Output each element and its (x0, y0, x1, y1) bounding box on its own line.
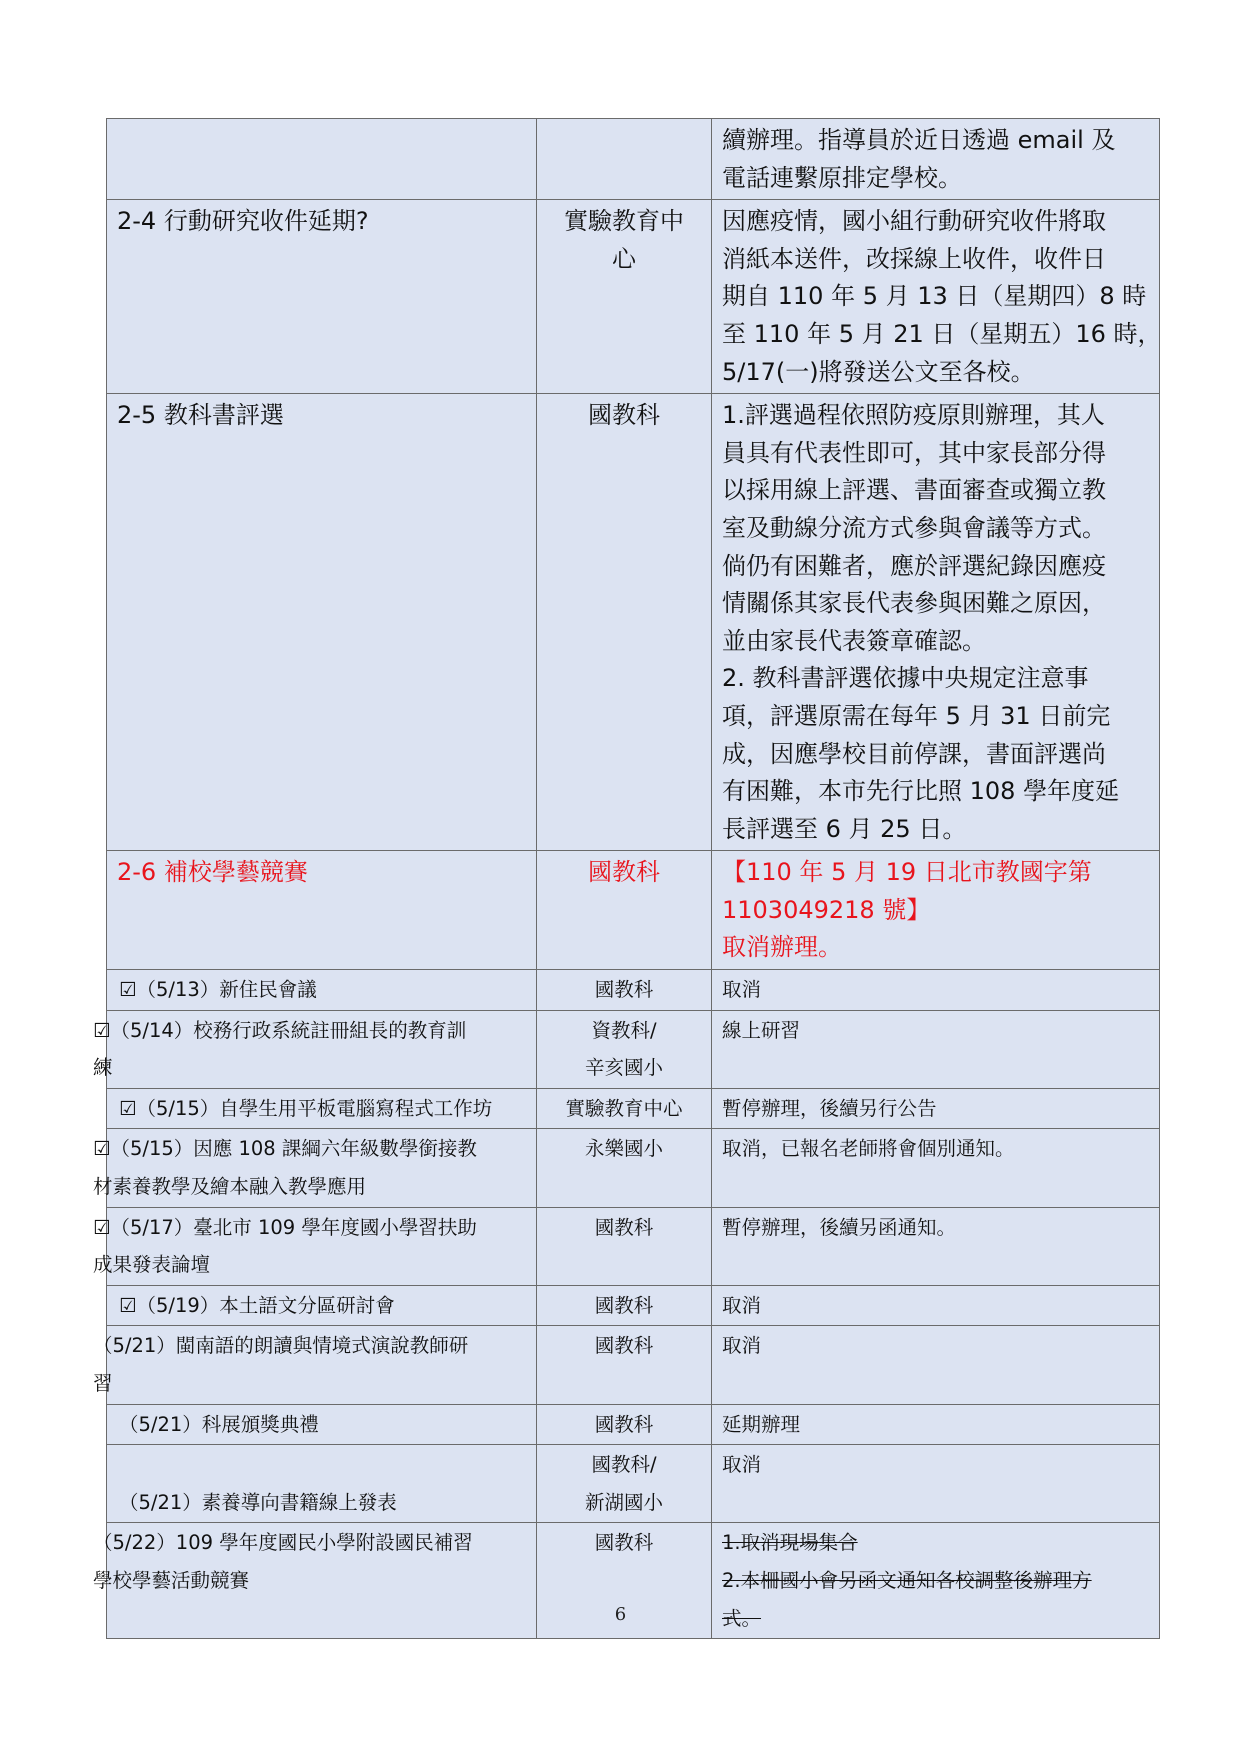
note-line: 倘仍有困難者，應於評選紀錄因應疫 (722, 551, 1106, 580)
note-line: 續辦理。指導員於近日透過 email 及 (722, 126, 1116, 154)
table-row (107, 1088, 1160, 1129)
unit-cell: 國教科 (537, 851, 712, 970)
unit-cell: 國教科 (537, 1207, 712, 1285)
unit-line: 實驗教育中 (564, 207, 684, 236)
note-cell: 暫停辦理，後續另行公告 (712, 1088, 1160, 1129)
note-cell: 線上研習 (712, 1010, 1160, 1088)
note-line: 期自 110 年 5 月 13 日（星期四）8 時 (722, 282, 1147, 311)
struck-note-line: 1.取消現場集合 (722, 1531, 858, 1555)
unit-cell: 國教科 (537, 394, 712, 851)
table-row (107, 1285, 1160, 1326)
item-cell: ☑（5/19）本土語文分區研討會 (107, 1285, 537, 1326)
note-line: 長評選至 6 月 25 日。 (722, 814, 967, 843)
table-row (107, 1010, 1160, 1088)
unit-line: 辛亥國小 (584, 1056, 663, 1080)
item-cell: 2-5 教科書評選 (107, 394, 537, 851)
unit-cell: 永樂國小 (537, 1129, 712, 1207)
note-cell (712, 394, 1160, 851)
struck-note-line: 2.本柵國小會另函文通知各校調整後辦理方 (722, 1568, 1092, 1592)
note-line: 有困難，本市先行比照 108 學年度延 (722, 777, 1120, 806)
table-row (107, 851, 1160, 970)
item-line: 成果發表論壇 (93, 1253, 211, 1277)
unit-cell (537, 1445, 712, 1523)
table-row (107, 1129, 1160, 1207)
note-cell (712, 119, 1160, 200)
note-line: 以採用線上評選、書面審查或獨立教 (722, 476, 1106, 505)
note-line: 2. 教科書評選依據中央規定注意事 (722, 664, 1089, 693)
note-line: 並由家長代表簽章確認。 (722, 626, 986, 655)
item-cell (93, 1207, 537, 1285)
item-cell (93, 1010, 537, 1088)
unit-line: 國教科/ (591, 1453, 657, 1477)
item-line: 習 (93, 1372, 113, 1395)
note-cell: 暫停辦理，後續另函通知。 (712, 1207, 1160, 1285)
table-row (107, 394, 1160, 851)
item-line: 材素養教學及繪本融入教學應用 (93, 1175, 367, 1199)
note-cell (712, 851, 1160, 970)
note-line: 取消辦理。 (722, 933, 842, 962)
table-row (107, 970, 1160, 1011)
note-cell: 取消，已報名老師將會個別通知。 (712, 1129, 1160, 1207)
unit-line: 心 (612, 244, 636, 273)
item-line: 練 (93, 1056, 113, 1080)
item-cell (93, 1326, 537, 1404)
item-cell: 2-4 行動研究收件延期? (107, 200, 537, 394)
note-line: 1.評選過程依照防疫原則辦理，其人 (722, 401, 1105, 430)
unit-line: 新湖國小 (584, 1490, 663, 1514)
note-cell: 延期辦理 (712, 1404, 1160, 1445)
unit-cell: 國教科 (537, 1523, 712, 1639)
item-line: ☑（5/17）臺北市 109 學年度國小學習扶助 (93, 1215, 477, 1239)
item-cell: 2-6 補校學藝競賽 (107, 851, 537, 970)
table-row (107, 1404, 1160, 1445)
item-line: ☑（5/14）校務行政系統註冊組長的教育訓 (93, 1018, 467, 1042)
item-cell: （5/21）素養導向書籍線上發表 (107, 1445, 537, 1523)
unit-cell: 國教科 (537, 970, 712, 1011)
page-number: 6 (614, 1604, 627, 1625)
item-cell: ☑（5/13）新住民會議 (107, 970, 537, 1011)
struck-note-line: 式。 (722, 1606, 762, 1630)
note-line: 室及動線分流方式參與會議等方式。 (722, 513, 1106, 542)
note-line: 項，評選原需在每年 5 月 31 日前完 (722, 701, 1111, 730)
note-line: 5/17(一)將發送公文至各校。 (722, 357, 1035, 386)
item-cell (107, 119, 537, 200)
unit-cell (537, 200, 712, 394)
item-cell: （5/21）科展頒獎典禮 (107, 1404, 537, 1445)
table-row (107, 1207, 1160, 1285)
note-cell: 取消 (712, 970, 1160, 1011)
item-cell (93, 1129, 537, 1207)
note-line: 1103049218 號】 (722, 895, 931, 924)
item-cell: ☑（5/15）自學生用平板電腦寫程式工作坊 (107, 1088, 537, 1129)
unit-cell: 國教科 (537, 1326, 712, 1404)
note-line: 電話連繫原排定學校。 (722, 163, 962, 192)
note-cell: 取消 (712, 1285, 1160, 1326)
note-cell: 取消 (712, 1445, 1160, 1523)
table-row (107, 1326, 1160, 1404)
note-cell: 取消 (712, 1326, 1160, 1404)
note-line: 情關係其家長代表參與困難之原因， (722, 589, 1106, 618)
item-line: 學校學藝活動競賽 (93, 1568, 250, 1592)
unit-cell (537, 119, 712, 200)
note-line: 成，因應學校目前停課，書面評選尚 (722, 739, 1106, 768)
note-cell (712, 200, 1160, 394)
schedule-table (93, 118, 1162, 1639)
note-line: 至 110 年 5 月 21 日（星期五）16 時， (722, 319, 1162, 348)
item-line: （5/21）閩南語的朗讀與情境式演說教師研 (93, 1334, 469, 1358)
unit-cell: 實驗教育中心 (537, 1088, 712, 1129)
unit-cell (537, 1010, 712, 1088)
table-row (107, 119, 1160, 200)
unit-cell: 國教科 (537, 1404, 712, 1445)
note-line: 【110 年 5 月 19 日北市教國字第 (722, 858, 1092, 887)
item-line: （5/22）109 學年度國民小學附設國民補習 (93, 1531, 473, 1555)
table-row (107, 1445, 1160, 1523)
item-line: ☑（5/15）因應 108 課綱六年級數學銜接教 (93, 1137, 477, 1161)
unit-cell: 國教科 (537, 1285, 712, 1326)
note-line: 員具有代表性即可，其中家長部分得 (722, 438, 1106, 467)
note-line: 消紙本送件，改採線上收件，收件日 (722, 244, 1106, 273)
unit-line: 資教科/ (591, 1018, 657, 1042)
table-row (107, 200, 1160, 394)
note-line: 因應疫情，國小組行動研究收件將取 (722, 207, 1106, 236)
